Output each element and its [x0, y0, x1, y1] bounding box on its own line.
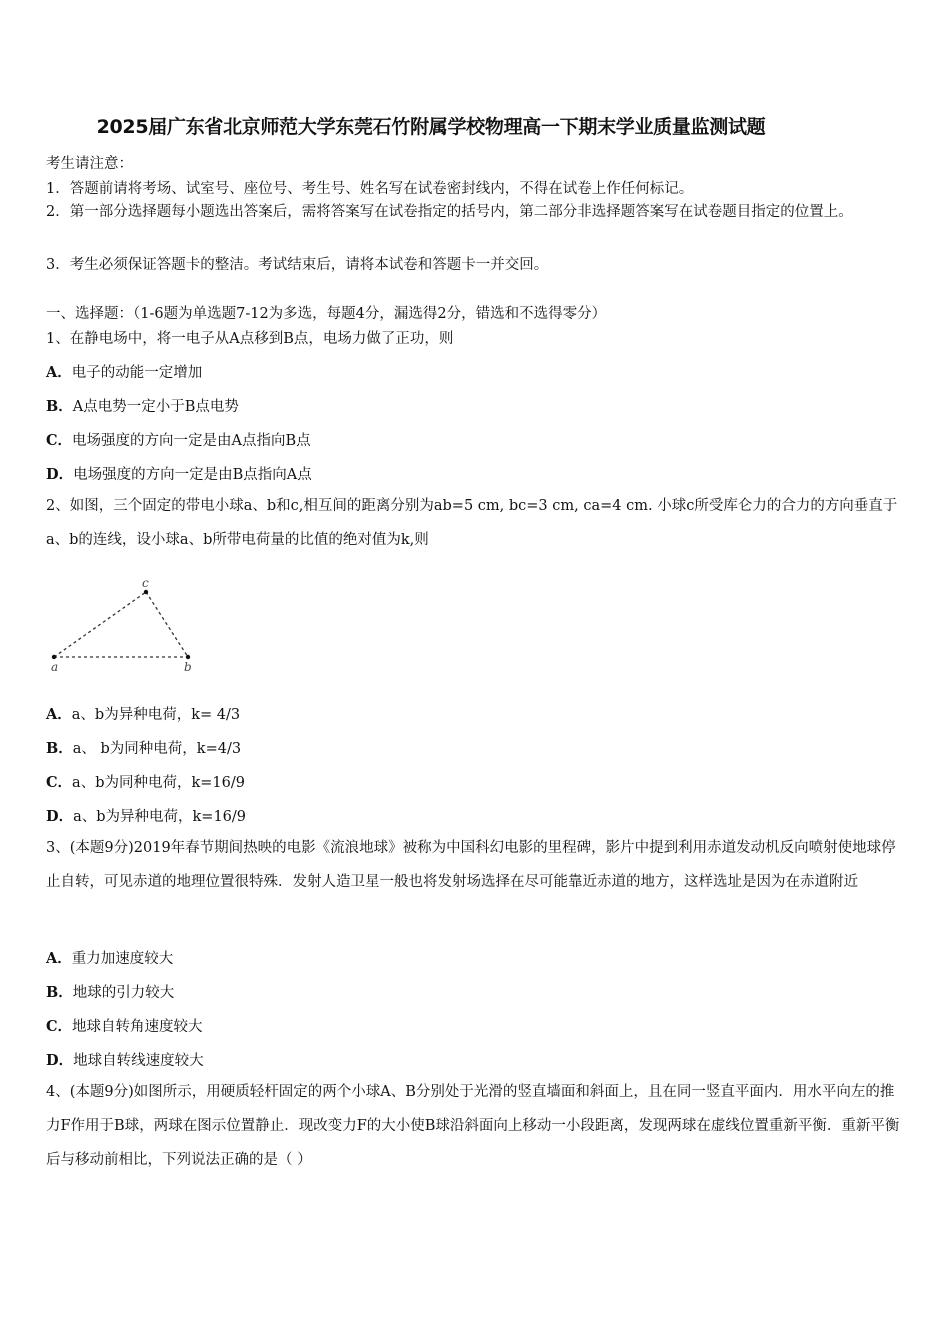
q2-option-c[interactable]	[46, 771, 245, 792]
option-label: B．	[46, 740, 73, 757]
option-text: 电场强度的方向一定是由A点指向B点	[72, 433, 311, 449]
notice-heading: 考生请注意：	[46, 156, 133, 172]
q3-stem: 3、(本题9分)2019年春节期间热映的电影《流浪地球》被称为中国科幻电影的里程碑，影片中提到利用赤道发动机反向喷射使地球停止自转，可见赤道的地理位置很特殊．发射人造卫星一般也将发射场选择在尽可能靠近赤道的地方，这样选址是因为在赤道附近	[46, 840, 896, 890]
option-text: a、 b为同种电荷，k=4/3	[72, 741, 242, 757]
option-label: D．	[46, 466, 74, 483]
option-label: B．	[46, 398, 73, 415]
option-text: A点电势一定小于B点电势	[72, 399, 239, 415]
option-text: 地球自转角速度较大	[72, 1019, 203, 1035]
label-a: a	[51, 660, 59, 674]
q3-option-c[interactable]	[46, 1015, 203, 1036]
option-text: 地球的引力较大	[72, 985, 175, 1001]
q3-option-a[interactable]	[46, 947, 173, 968]
option-label: B．	[46, 984, 73, 1001]
q3-option-b[interactable]	[46, 981, 174, 1002]
section-heading: 一、选择题：（1-6题为单选题7-12为多选，每题4分，漏选得2分，错选和不选得零分）	[46, 306, 607, 322]
notice-item-3: 3．考生必须保证答题卡的整洁。考试结束后，请将本试卷和答题卡一并交回。	[46, 257, 549, 273]
option-text: 地球自转线速度较大	[73, 1053, 204, 1069]
label-b: b	[184, 660, 192, 674]
option-text: 电子的动能一定增加	[71, 365, 203, 381]
q2-stem: 2、如图，三个固定的带电小球a、b和c,相互间的距离分别为ab=5 cm, bc=3 cm, ca=4 cm. 小球c所受库仑力的合力的方向垂直于a、b的连线，设小球a、b所带电荷量的比值的绝对值为k,则	[46, 498, 898, 548]
option-label: C．	[46, 1018, 73, 1035]
q3-option-d[interactable]	[46, 1049, 204, 1070]
option-text: a、b为异种电荷，k=16/9	[73, 809, 247, 825]
option-label: C．	[46, 432, 73, 449]
segment-bc	[146, 592, 188, 657]
q2-option-a[interactable]	[46, 703, 240, 724]
option-text: 电场强度的方向一定是由B点指向A点	[73, 467, 312, 483]
q1-option-b[interactable]	[46, 395, 239, 416]
q2-option-b[interactable]	[46, 737, 241, 758]
notice-item-1: 1．答题前请将考场、试室号、座位号、考生号、姓名写在试卷密封线内，不得在试卷上作任何标记。	[46, 181, 694, 197]
option-label: A．	[46, 364, 72, 381]
q1-stem: 1、在静电场中，将一电子从A点移到B点，电场力做了正功，则	[46, 331, 454, 347]
option-text: 重力加速度较大	[71, 951, 174, 967]
point-c	[144, 590, 148, 594]
option-text: a、b为同种电荷，k=16/9	[72, 775, 245, 791]
label-c: c	[142, 576, 149, 590]
q2-option-d[interactable]	[46, 805, 246, 826]
segment-ac	[54, 592, 146, 657]
q1-option-a[interactable]	[46, 361, 202, 382]
point-a	[52, 655, 56, 659]
q1-option-c[interactable]	[46, 429, 311, 450]
option-label: A．	[46, 706, 72, 723]
option-label: D．	[46, 808, 74, 825]
point-b	[186, 655, 190, 659]
option-text: a、b为异种电荷，k= 4/3	[71, 707, 241, 723]
notice-item-2: 2．第一部分选择题每小题选出答案后，需将答案写在试卷指定的括号内，第二部分非选择题答案写在试卷题目指定的位置上。	[46, 204, 853, 220]
triangle-figure	[46, 575, 206, 675]
q1-option-d[interactable]	[46, 463, 312, 484]
option-label: D．	[46, 1052, 74, 1069]
option-label: A．	[46, 950, 72, 967]
page-title: 2025届广东省北京师范大学东莞石竹附属学校物理高一下期末学业质量监测试题	[96, 116, 766, 138]
q4-stem: 4、(本题9分)如图所示，用硬质轻杆固定的两个小球A、B分别处于光滑的竖直墙面和斜面上，且在同一竖直平面内．用水平向左的推力F作用于B球，两球在图示位置静止．现改变力F的大小使B球沿斜面向上移动一小段距离，发现两球在虚线位置重新平衡．重新平衡后与移动前相比，下列说法正确的是（ ）	[46, 1084, 900, 1168]
option-label: C．	[46, 774, 73, 791]
